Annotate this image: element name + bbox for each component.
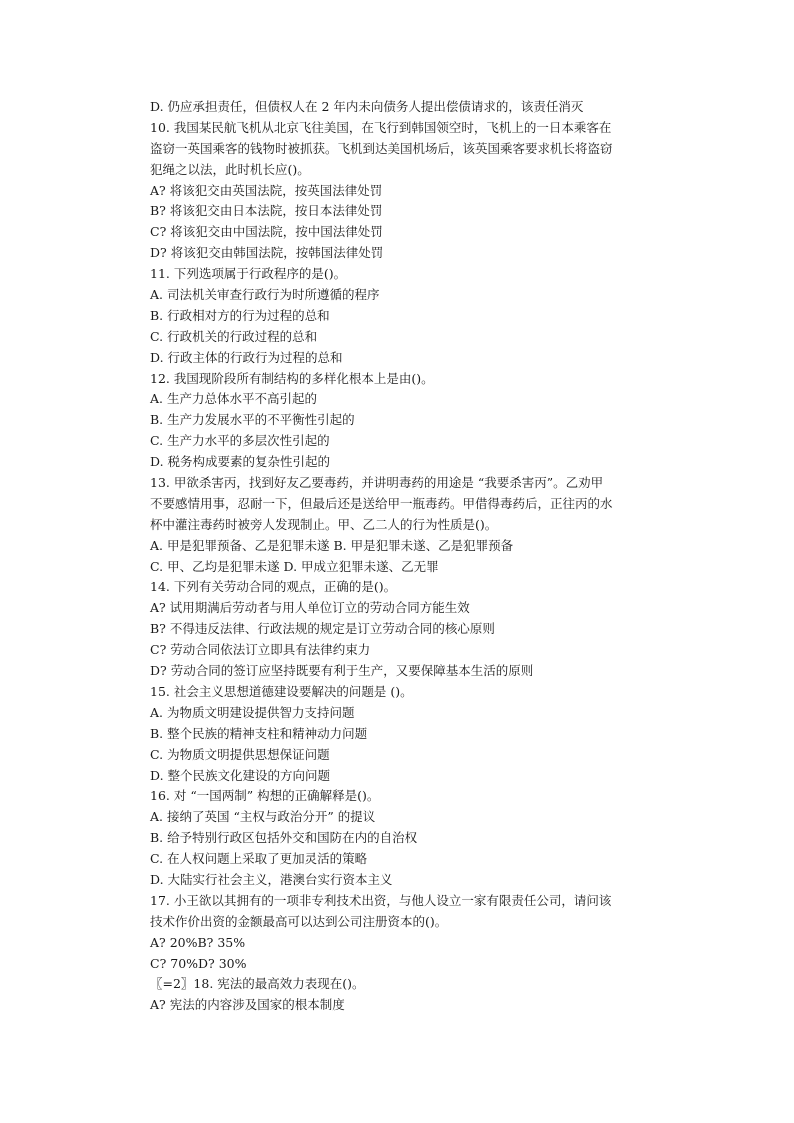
option-line: A? 将该犯交由英国法院，按英国法律处罚 xyxy=(150,182,383,198)
option-line: C. 为物质文明提供思想保证问题 xyxy=(150,746,330,762)
option-line: C. 甲、乙均是犯罪未遂 D. 甲成立犯罪未遂、乙无罪 xyxy=(150,558,439,574)
option-line: A? 宪法的内容涉及国家的根本制度 xyxy=(150,997,345,1013)
question-14-stem: 14. 下列有关劳动合同的观点，正确的是()。 xyxy=(150,579,397,595)
option-line: B. 给予特别行政区包括外交和国防在内的自治权 xyxy=(150,830,418,846)
question-16-stem: 16. 对 “一国两制” 构想的正确解释是()。 xyxy=(150,788,380,804)
option-line: C? 70%D? 30% xyxy=(150,955,247,971)
option-line: A. 为物质文明建设提供智力支持问题 xyxy=(150,704,355,720)
option-line: D. 整个民族文化建设的方向问题 xyxy=(150,767,331,783)
question-18-stem: 〖=2〗18. 宪法的最高效力表现在()。 xyxy=(150,976,365,992)
text-line: D. 仍应承担责任，但债权人在 2 年内未向债务人提出偿债请求的，该责任消灭 xyxy=(150,99,584,114)
question-17-stem: 17. 小王欲以其拥有的一项非专利技术出资，与他人设立一家有限责任公司，请问该 xyxy=(150,892,612,908)
question-10-stem: 10. 我国某民航飞机从北京飞往美国，在飞行到韩国领空时，飞机上的一日本乘客在 xyxy=(150,119,612,135)
text-line: 技术作价出资的金额最高可以达到公司注册资本的()。 xyxy=(150,913,448,929)
option-line: A. 司法机关审查行政行为时所遵循的程序 xyxy=(150,287,380,303)
option-line: D. 税务构成要素的复杂性引起的 xyxy=(150,454,331,470)
option-line: A. 甲是犯罪预备、乙是犯罪未遂 B. 甲是犯罪未遂、乙是犯罪预备 xyxy=(150,537,514,553)
option-line: D. 大陆实行社会主义，港澳台实行资本主义 xyxy=(150,871,393,887)
option-line: A? 20%B? 35% xyxy=(150,934,246,950)
option-line: C? 将该犯交由中国法院，按中国法律处罚 xyxy=(150,224,383,240)
text-line: 盗窃一英国乘客的钱物时被抓获。飞机到达美国机场后，该英国乘客要求机长将盗窃 xyxy=(150,140,613,156)
option-line: B. 整个民族的精神支柱和精神动力问题 xyxy=(150,725,368,741)
question-11-stem: 11. 下列选项属于行政程序的是()。 xyxy=(150,266,347,282)
document-page xyxy=(150,97,680,1016)
text-line: 犯绳之以法，此时机长应()。 xyxy=(150,161,310,177)
question-13-stem: 13. 甲欲杀害丙，找到好友乙要毒药，并讲明毒药的用途是 “我要杀害丙”。乙劝甲 xyxy=(150,475,604,491)
option-line: C? 劳动合同依法订立即具有法律约束力 xyxy=(150,642,371,658)
option-line: A. 接纳了英国 “主权与政治分开” 的提议 xyxy=(150,809,376,825)
option-line: A. 生产力总体水平不高引起的 xyxy=(150,391,317,407)
text-line: 不要感情用事，忍耐一下，但最后还是送给甲一瓶毒药。甲借得毒药后，正往丙的水 xyxy=(150,495,613,511)
question-15-stem: 15. 社会主义思想道德建设要解决的问题是 ()。 xyxy=(150,683,413,699)
option-line: C. 行政机关的行政过程的总和 xyxy=(150,328,318,344)
option-line: D? 劳动合同的签订应坚持既要有利于生产，又要保障基本生活的原则 xyxy=(150,663,534,679)
option-line: A? 试用期满后劳动者与用人单位订立的劳动合同方能生效 xyxy=(150,600,470,616)
option-line: B? 不得违反法律、行政法规的规定是订立劳动合同的核心原则 xyxy=(150,621,495,637)
question-12-stem: 12. 我国现阶段所有制结构的多样化根本上是由()。 xyxy=(150,370,434,386)
option-line: B. 生产力发展水平的不平衡性引起的 xyxy=(150,412,355,428)
option-line: D. 行政主体的行政行为过程的总和 xyxy=(150,349,343,365)
option-line: C. 在人权问题上采取了更加灵活的策略 xyxy=(150,851,368,867)
option-line: C. 生产力水平的多层次性引起的 xyxy=(150,433,330,449)
option-line: D? 将该犯交由韩国法院，按韩国法律处罚 xyxy=(150,245,384,261)
option-line: B? 将该犯交由日本法院，按日本法律处罚 xyxy=(150,203,383,219)
text-line: 杯中灌注毒药时被旁人发现制止。甲、乙二人的行为性质是()。 xyxy=(150,516,498,532)
option-line: B. 行政相对方的行为过程的总和 xyxy=(150,307,330,323)
